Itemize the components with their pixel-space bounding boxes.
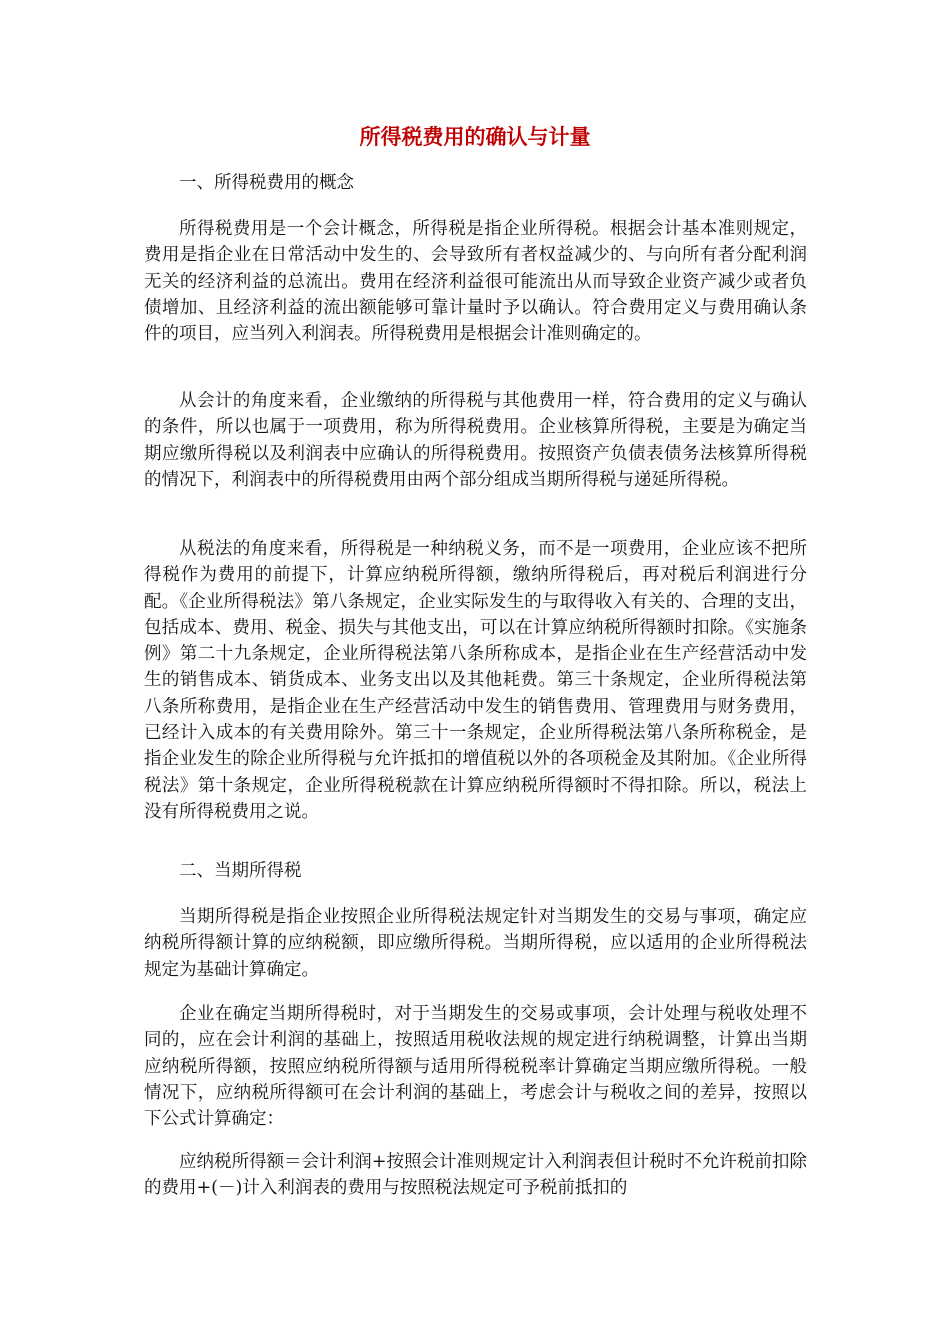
paragraph-5: 企业在确定当期所得税时，对于当期发生的交易或事项，会计处理与税收处理不同的，应在会计利润的基础上，按照适用税收法规的规定进行纳税调整，计算出当期应纳税所得额，按照应纳税所得额与适用所得税税率计算确定当期应缴所得税。一般情况下，应纳税所得额可在会计利润的基础上，考虑会计与税收之间的差异，按照以下公式计算确定： [144, 1004, 807, 1130]
document-title: 所得税费用的确认与计量 [359, 124, 591, 149]
paragraph-4: 当期所得税是指企业按照企业所得税法规定针对当期发生的交易与事项，确定应纳税所得额计算的应纳税额，即应缴所得税。当期所得税，应以适用的企业所得税法规定为基础计算确定。 [144, 907, 807, 980]
paragraph-6: 应纳税所得额＝会计利润+按照会计准则规定计入利润表但计税时不允许税前扣除的费用+(－)计入利润表的费用与按照税法规定可予税前抵扣的 [144, 1152, 807, 1199]
paragraph-2: 从会计的角度来看，企业缴纳的所得税与其他费用一样，符合费用的定义与确认的条件，所以也属于一项费用，称为所得税费用。企业核算所得税，主要是为确定当期应缴所得税以及利润表中应确认的所得税费用。按照资产负债表债务法核算所得税的情况下，利润表中的所得税费用由两个部分组成当期所得税与递延所得税。 [144, 391, 807, 490]
paragraph-1: 所得税费用是一个会计概念，所得税是指企业所得税。根据会计基本准则规定，费用是指企业在日常活动中发生的、会导致所有者权益减少的、与向所有者分配利润无关的经济利益的总流出。费用在经济利益很可能流出从而导致企业资产减少或者负债增加、且经济利益的流出额能够可靠计量时予以确认。符合费用定义与费用确认条件的项目，应当列入利润表。所得税费用是根据会计准则确定的。 [144, 219, 807, 345]
section-heading-2: 二、当期所得税 [179, 861, 302, 881]
section-heading-1: 一、所得税费用的概念 [179, 173, 354, 193]
paragraph-3: 从税法的角度来看，所得税是一种纳税义务，而不是一项费用，企业应该不把所得税作为费用的前提下，计算应纳税所得额，缴纳所得税后，再对税后利润进行分配。《企业所得税法》第八条规定，企业实际发生的与取得收入有关的、合理的支出，包括成本、费用、税金、损失与其他支出，可以在计算应纳税所得额时扣除。《实施条例》第二十九条规定，企业所得税法第八条所称成本，是指企业在生产经营活动中发生的销售成本、销货成本、业务支出以及其他耗费。第三十条规定，企业所得税法第八条所称费用，是指企业在生产经营活动中发生的销售费用、管理费用与财务费用，已经计入成本的有关费用除外。第三十一条规定，企业所得税法第八条所称税金，是指企业发生的除企业所得税与允许抵扣的增值税以外的各项税金及其附加。《企业所得税法》第十条规定，企业所得税税款在计算应纳税所得额时不得扣除。所以，税法上没有所得税费用之说。 [144, 539, 807, 822]
